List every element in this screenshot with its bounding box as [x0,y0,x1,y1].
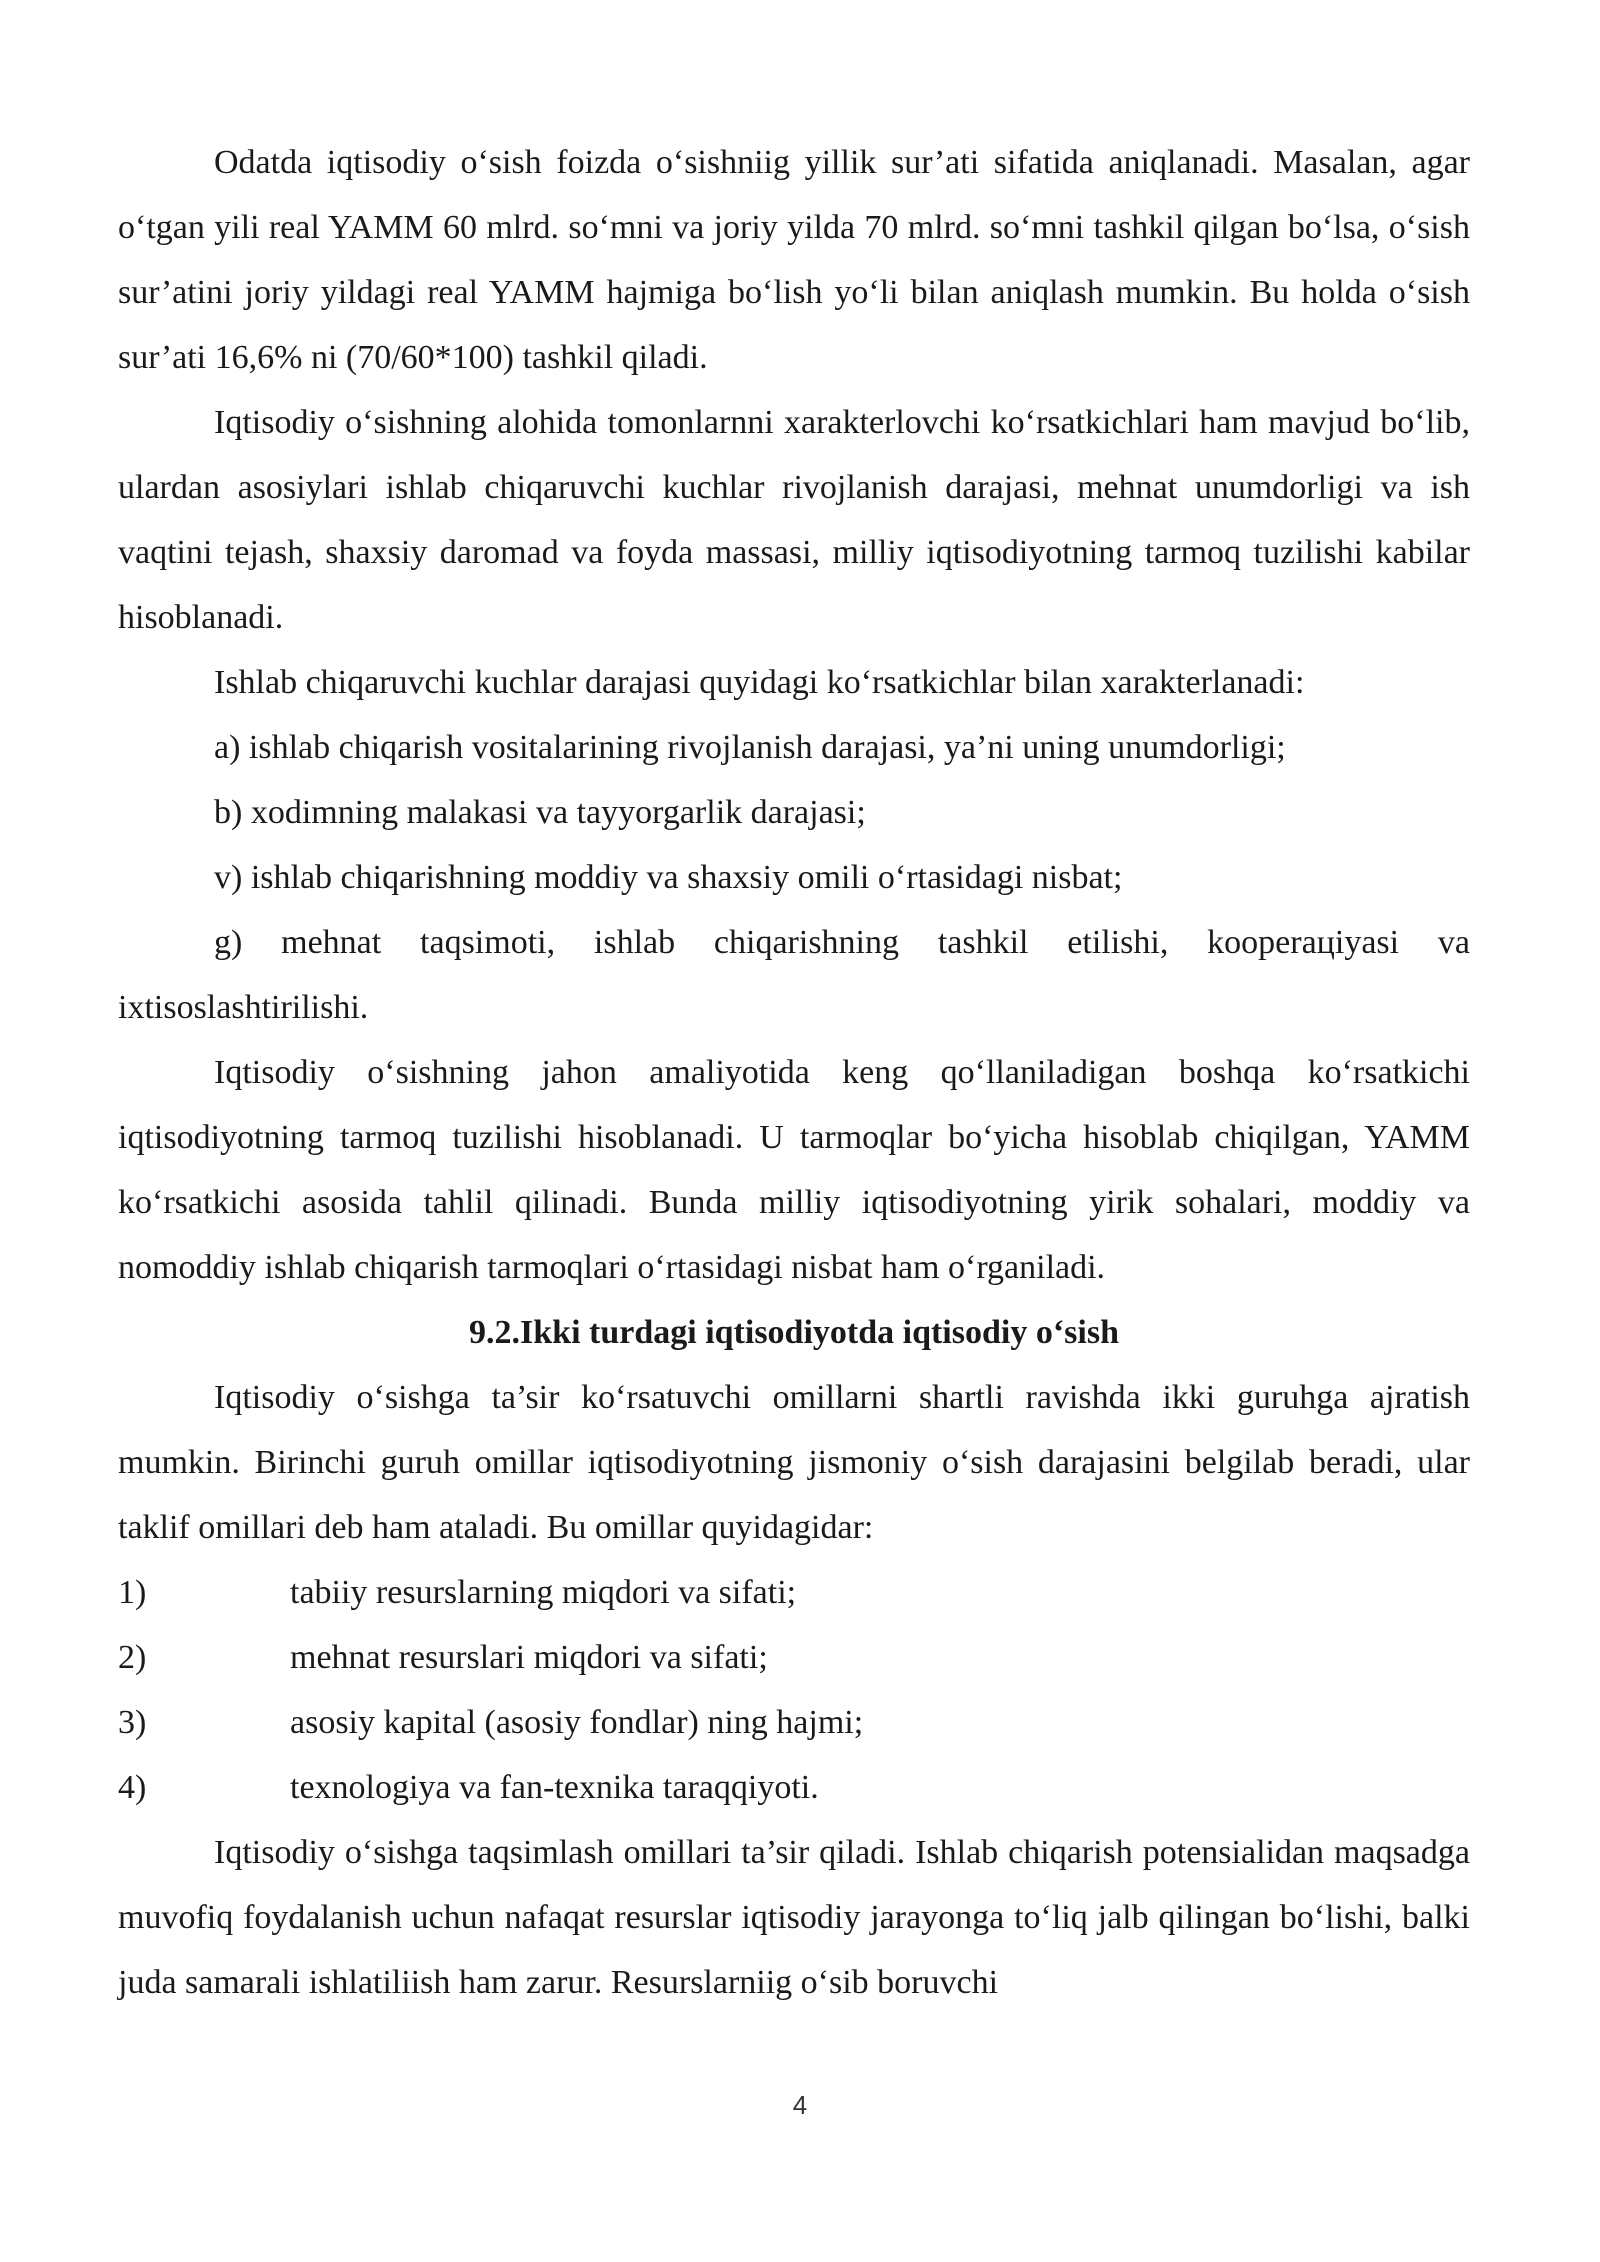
numbered-list [118,1560,1470,1820]
list-item-g: g) mehnat taqsimoti, ishlab chiqarishning tashkil etilishi, kooperaцiyasi va ixtisoslashtirilishi. [118,924,1470,1026]
lettered-list [118,715,1470,1040]
paragraph-distribution-factors: Iqtisodiy o‘sishga taqsimlash omillari ta’sir qiladi. Ishlab chiqarish potensialidan maqsadga muvofiq foydalanish uchun nafaqat resurslar iqtisodiy jarayonga to‘liq jalb qilingan bo‘lishi, balki juda samarali ishlatiliish ham zarur. Resurslarniig o‘sib boruvchi [118,1834,1470,2001]
list-item-text: texnologiya va fan-texnika taraqqiyoti. [290,1769,819,1806]
list-item-text: mehnat resurslari miqdori va sifati; [290,1639,768,1676]
list-item-number: 4) [118,1769,147,1806]
list-item-b: b) xodimning malakasi va tayyorgarlik darajasi; [214,794,866,831]
paragraph-section-intro: Iqtisodiy o‘sishga ta’sir ko‘rsatuvchi omillarni shartli ravishda ikki guruhga ajratish mumkin. Birinchi guruh omillar iqtisodiyotning jismoniy o‘sish darajasini belgilab beradi, ular taklif omillari deb ham ataladi. Bu omillar quyidagidar: [118,1379,1470,1546]
list-item [118,1755,1470,1820]
list-item [118,1625,1470,1690]
paragraph-growth-indicators: Iqtisodiy o‘sishning alohida tomonlarnni xarakterlovchi ko‘rsatkichlari ham mavjud bo‘lib, ulardan asosiylari ishlab chiqaruvchi kuchlar rivojlanish darajasi, mehnat unumdorligi va ish vaqtini tejash, shaxsiy daromad va foyda massasi, milliy iqtisodiyotning tarmoq tuzilishi kabilar hisoblanadi. [118,404,1470,636]
document-page [118,130,1470,2015]
list-item-number: 2) [118,1639,147,1676]
list-item-number: 1) [118,1574,147,1611]
section-heading: 9.2.Ikki turdagi iqtisodiyotda iqtisodiy o‘sish [469,1314,1119,1351]
page-number: 4 [792,2090,808,2120]
list-item-number: 3) [118,1704,147,1741]
list-item-text: tabiiy resurslarning miqdori va sifati; [290,1574,797,1611]
list-item-v: v) ishlab chiqarishning moddiy va shaxsiy omili o‘rtasidagi nisbat; [214,859,1123,896]
list-item-text: asosiy kapital (asosiy fondlar) ning hajmi; [290,1704,864,1741]
list-item [118,1690,1470,1755]
list-item [118,1560,1470,1625]
paragraph-productive-forces: Ishlab chiqaruvchi kuchlar darajasi quyidagi ko‘rsatkichlar bilan xarakterlanadi: [214,664,1305,701]
list-item-a: a) ishlab chiqarish vositalarining rivojlanish darajasi, ya’ni uning unumdorligi; [214,729,1286,766]
paragraph-growth-rate: Odatda iqtisodiy o‘sish foizda o‘sishniig yillik sur’ati sifatida aniqlanadi. Masalan, agar o‘tgan yili real YAMM 60 mlrd. so‘mni va joriy yilda 70 mlrd. so‘mni tashkil qilgan bo‘lsa, o‘sish sur’atini joriy yildagi real YAMM hajmiga bo‘lish yo‘li bilan aniqlash mumkin. Bu holda o‘sish sur’ati 16,6% ni (70/60*100) tashkil qiladi. [118,144,1470,376]
paragraph-sector-structure: Iqtisodiy o‘sishning jahon amaliyotida keng qo‘llaniladigan boshqa ko‘rsatkichi iqtisodiyotning tarmoq tuzilishi hisoblanadi. U tarmoqlar bo‘yicha hisoblab chiqilgan, YAMM ko‘rsatkichi asosida tahlil qilinadi. Bunda milliy iqtisodiyotning yirik sohalari, moddiy va nomoddiy ishlab chiqarish tarmoqlari o‘rtasidagi nisbat ham o‘rganiladi. [118,1054,1470,1286]
